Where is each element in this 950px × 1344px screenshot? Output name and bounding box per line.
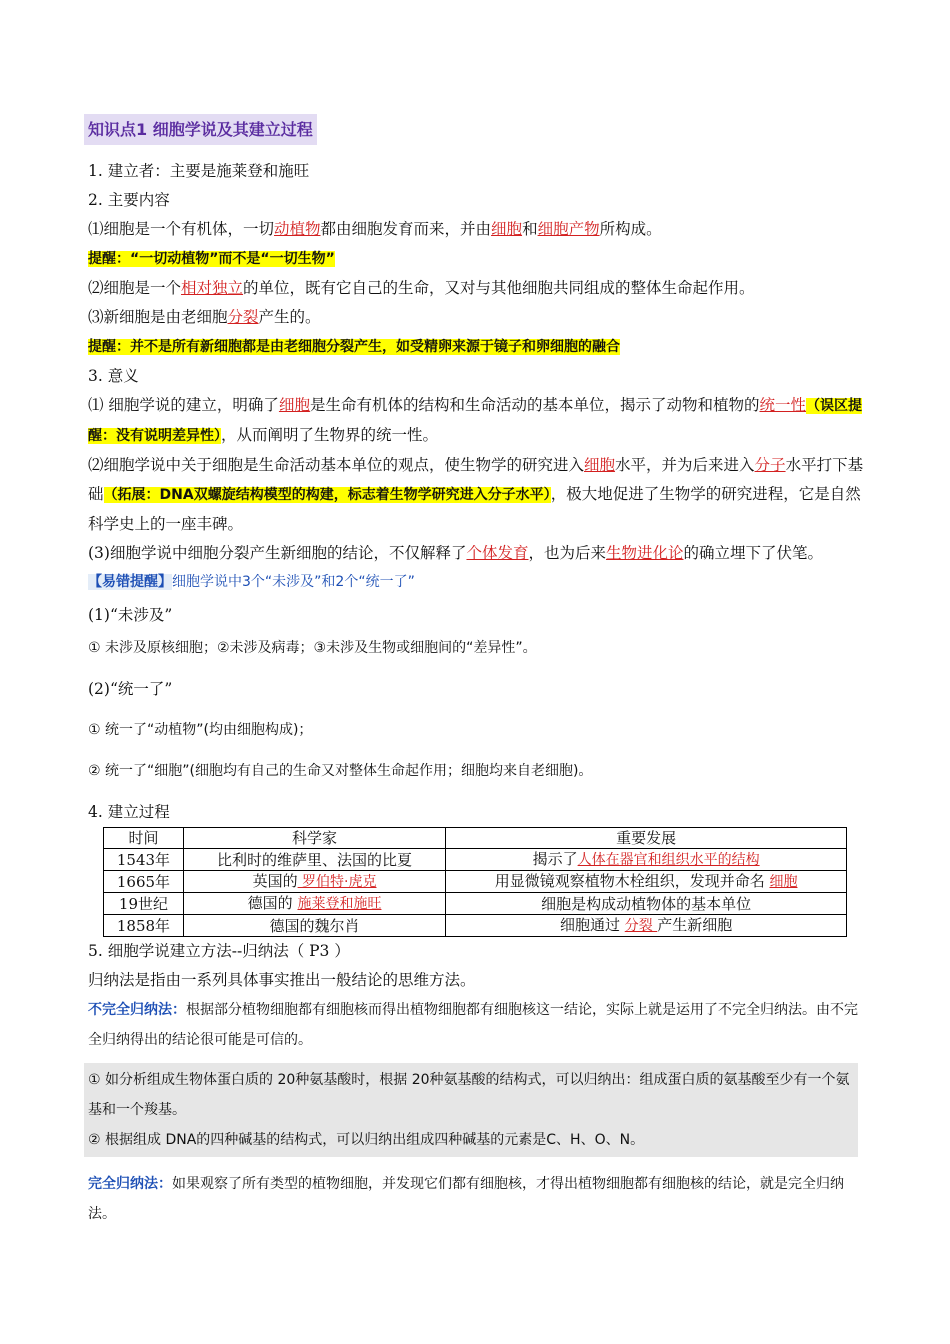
content-point-3 — [88, 303, 868, 332]
not-involved-text: ① 未涉及原核细胞；②未涉及病毒；③未涉及生物或细胞间的“差异性”。 — [88, 640, 537, 656]
text: (3)细胞学说中细胞分裂产生新细胞的结论，不仅解释了 — [88, 544, 467, 562]
extension-note: （拓展：DNA双螺旋结构模型的构建，标志着生物学研究进入分子水平） — [103, 487, 551, 503]
reminder-tag: 【易错提醒】 — [88, 574, 172, 590]
significance-title: 3. 意义 — [88, 367, 139, 385]
text: ，极大地促进了生物学的研究进程，它是自然科学史上的一座丰碑。 — [88, 485, 861, 533]
cell-scientist — [183, 915, 445, 937]
content-point-2 — [88, 274, 868, 303]
cell-development — [446, 871, 847, 893]
text: 细胞是构成动植物体的基本单位 — [541, 894, 752, 913]
cell-scientist — [183, 893, 445, 915]
text: 产生新细胞 — [657, 916, 733, 934]
text: ⑵细胞是一个 — [88, 279, 182, 297]
text: 水平打下基础 — [88, 456, 864, 503]
text: 和 — [522, 220, 538, 238]
text: ⑶新细胞是由老细胞 — [88, 308, 228, 326]
cell-time: 19世纪 — [104, 893, 184, 915]
text: 英国的 — [252, 872, 298, 890]
unified-item-1: ① 统一了“动植物”(均由细胞构成)； — [88, 722, 313, 738]
document-page — [88, 110, 868, 1229]
answer-blank: 分子 — [754, 456, 786, 474]
text: 水平，并为后来进入 — [615, 456, 755, 474]
cell-development — [446, 915, 847, 937]
misconception-note: （误区提醒：没有说明差异性） — [88, 398, 862, 444]
complete-induction-label: 完全归纳法： — [88, 1176, 172, 1192]
section-heading: 知识点1 细胞学说及其建立过程 — [84, 114, 317, 145]
significance-point-1 — [88, 391, 868, 451]
examples-box — [84, 1063, 858, 1157]
header-time: 时间 — [104, 828, 184, 849]
reminder-highlight: 提醒：并不是所有新细胞都是由老细胞分裂产生，如受精卵来源于镜子和卵细胞的融合 — [88, 339, 620, 355]
history-table — [103, 827, 847, 937]
answer-blank: 细胞 — [491, 220, 523, 238]
unified-title: (2)“统一了” — [88, 680, 173, 698]
induction-definition: 归纳法是指由一系列具体事实推出一般结论的思维方法。 — [88, 971, 476, 989]
text: 德国的魏尔肖 — [269, 916, 360, 935]
text: 比利时的维萨里、法国的比夏 — [217, 850, 413, 869]
answer-blank: 细胞 — [584, 456, 616, 474]
table-header-row — [104, 828, 847, 849]
answer-blank: 统一性 — [759, 396, 806, 414]
cell-scientist — [183, 849, 445, 871]
reminder-text: 细胞学说中3个“未涉及”和2个“统一了” — [172, 574, 415, 590]
header-scientist: 科学家 — [183, 828, 445, 849]
text: ⑴细胞是一个有机体，一切 — [88, 220, 275, 238]
answer-blank: 人体在器官和组织水平的结构 — [577, 852, 760, 868]
answer-blank: 细胞 — [769, 874, 798, 890]
table-row — [104, 915, 847, 937]
unified-item-2: ② 统一了“细胞”(细胞均有自己的生命又对整体生命起作用；细胞均来自老细胞)。 — [88, 763, 593, 779]
text: 产生的。 — [258, 308, 321, 326]
reminder-highlight: 提醒：“一切动植物”而不是“一切生物” — [88, 251, 335, 267]
significance-point-3 — [88, 539, 868, 568]
cell-development — [446, 849, 847, 871]
answer-blank: 生物进化论 — [606, 544, 684, 562]
text: 德国的 — [247, 894, 298, 912]
cell-time: 1665年 — [104, 871, 184, 893]
text: 是生命有机体的结构和生命活动的基本单位，揭示了动物和植物的 — [309, 396, 760, 414]
text: 的确立埋下了伏笔。 — [683, 544, 824, 562]
answer-blank: 罗伯特·虎克 — [297, 874, 377, 890]
cell-scientist — [183, 871, 445, 893]
not-involved-title: (1)“未涉及” — [88, 606, 173, 624]
text: ⑵细胞学说中关于细胞是生命活动基本单位的观点，使生物学的研究进入 — [88, 456, 585, 474]
text: 根据部分植物细胞都有细胞核而得出植物细胞都有细胞核这一结论，实际上就是运用了不完全归纳法。由不完全归纳得出的结论很可能是可信的。 — [88, 1002, 858, 1048]
founders-line: 1. 建立者：主要是施莱登和施旺 — [88, 162, 310, 180]
text: 如果观察了所有类型的植物细胞，并发现它们都有细胞核，才得出植物细胞都有细胞核的结论，就是完全归纳法。 — [88, 1176, 844, 1222]
text: ，也为后来 — [528, 544, 606, 562]
example-2: ② 根据组成 DNA的四种碱基的结构式，可以归纳出组成四种碱基的元素是C、H、O、N。 — [88, 1132, 645, 1148]
table-row — [104, 849, 847, 871]
cell-development — [446, 893, 847, 915]
process-title: 4. 建立过程 — [88, 803, 170, 821]
text: ，从而阐明了生物界的统一性。 — [221, 426, 439, 444]
answer-blank: 细胞产物 — [537, 220, 600, 238]
content-point-1 — [88, 215, 868, 244]
complete-induction — [88, 1169, 868, 1229]
incomplete-induction — [88, 995, 868, 1055]
incomplete-induction-label: 不完全归纳法： — [88, 1002, 186, 1018]
method-title: 5. 细胞学说建立方法--归纳法（ P3 ） — [88, 942, 350, 960]
text: 都由细胞发育而来，并由 — [320, 220, 492, 238]
text: ⑴ 细胞学说的建立，明确了 — [88, 396, 279, 414]
significance-point-2 — [88, 451, 868, 539]
text: 揭示了 — [532, 850, 578, 868]
main-content-title: 2. 主要内容 — [88, 191, 170, 209]
text: 的单位，既有它自己的生命，又对与其他细胞共同组成的整体生命起作用。 — [243, 279, 755, 297]
text: 细胞通过 — [559, 916, 625, 934]
table-row — [104, 893, 847, 915]
error-prone-reminder — [88, 568, 868, 597]
answer-blank: 动植物 — [274, 220, 321, 238]
answer-blank: 个体发育 — [466, 544, 529, 562]
example-1: ① 如分析组成生物体蛋白质的 20种氨基酸时，根据 20种氨基酸的结构式，可以归纳出：组成蛋白质的氨基酸至少有一个氨基和一个羧基。 — [88, 1072, 850, 1118]
text: 用显微镜观察植物木栓组织，发现并命名 — [494, 872, 770, 890]
text: 所构成。 — [599, 220, 662, 238]
cell-time: 1543年 — [104, 849, 184, 871]
answer-blank: 细胞 — [278, 396, 310, 414]
header-development: 重要发展 — [446, 828, 847, 849]
answer-blank: 分裂 — [227, 308, 259, 326]
cell-time: 1858年 — [104, 915, 184, 937]
table-row — [104, 871, 847, 893]
answer-blank: 施莱登和施旺 — [297, 896, 382, 912]
answer-blank: 相对独立 — [181, 279, 244, 297]
answer-blank: 分裂 — [624, 918, 658, 934]
